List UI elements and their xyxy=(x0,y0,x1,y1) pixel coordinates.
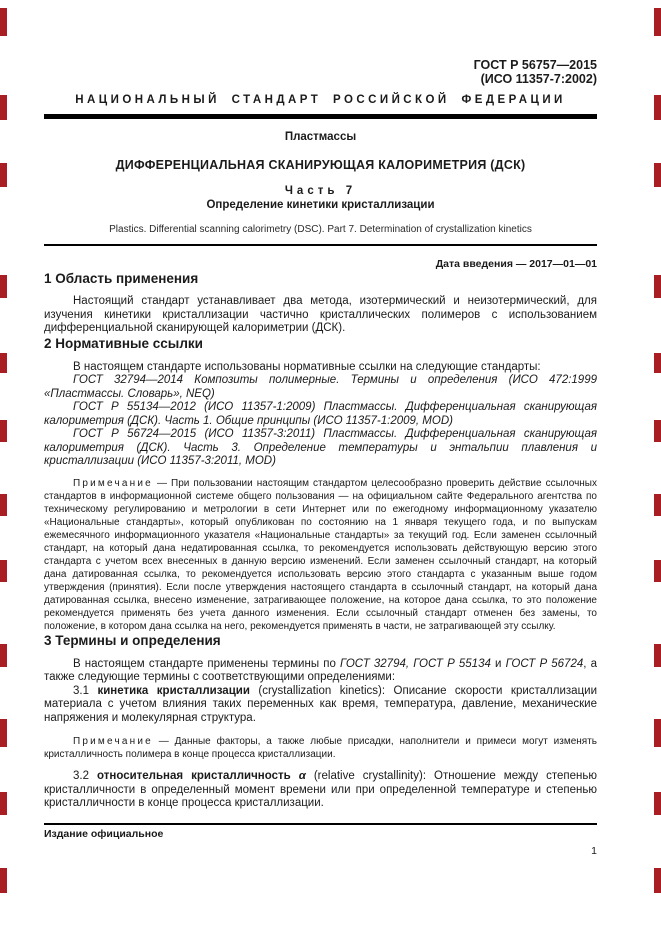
introduction-date: Дата введения — 2017—01—01 xyxy=(435,258,597,270)
intro-text: , а также следующие термины с соответствующими определениями: xyxy=(44,657,597,683)
edge-mark xyxy=(0,719,7,747)
term-name: кинетика кристаллизации xyxy=(97,684,250,697)
term-definition: Описание скорости кристаллизации материала с учетом влияния таких переменных как время, температура, давление, механические напряжения и молекулярная структура. xyxy=(44,684,598,724)
edge-mark xyxy=(0,868,7,893)
edge-mark xyxy=(654,353,661,373)
federation-standard-line: НАЦИОНАЛЬНЫЙ СТАНДАРТ РОССИЙСКОЙ ФЕДЕРАЦИИ xyxy=(75,94,566,106)
section1-paragraph: Настоящий стандарт устанавливает два метода, изотермический и неизотермический, для изучения кинетики кристаллизации частично кристаллических полимеров с использованием дифференциальной сканирующей калориметрии (ДСК). xyxy=(44,295,597,334)
edge-mark xyxy=(0,95,7,120)
edge-mark xyxy=(0,8,7,36)
edge-mark xyxy=(0,163,7,187)
header-thick-rule xyxy=(44,114,597,119)
title-part-label: Часть 7 xyxy=(284,185,357,197)
iso-reference: (ИСО 11357-7:2002) xyxy=(480,72,597,86)
title-subject: Пластмассы xyxy=(284,131,357,143)
edge-mark xyxy=(654,560,661,582)
intro-text: и xyxy=(490,657,506,670)
title-bottom-rule xyxy=(44,244,597,246)
edge-mark xyxy=(654,420,661,442)
normative-reference: ГОСТ Р 55134—2012 (ИСО 11357-1:2009) Пластмассы. Дифференциальная сканирующая калориметрия (ДСК). Часть 1. Общие принципы (ИСО 11357-1:2009, MOD) xyxy=(44,401,597,427)
note-label: Примечание xyxy=(73,736,153,747)
term-number: 3.2 xyxy=(73,770,97,782)
edge-mark xyxy=(0,644,7,667)
doc-number: ГОСТ Р 56757—2015 xyxy=(473,58,597,72)
section2-intro: В настоящем стандарте использованы нормативные ссылки на следующие стандарты: xyxy=(73,360,541,373)
page-content xyxy=(44,0,597,858)
edge-mark xyxy=(0,494,7,516)
edge-mark xyxy=(654,792,661,815)
edge-mark xyxy=(654,8,661,36)
note-text: — При пользовании настоящим стандартом целесообразно проверить действие ссылочных стандартов в информационной системе общего пользования — на официальном сайте Федерального агентства по техническому регулированию и метрологии в сети Интернет или по ежегодному информационному указателю «Национальные стандарты», который опубликован по состоянию на 1 января текущего года, и по выпускам ежемесячного информационного указателя «Национальные стандарты» за текущий год. Если заменен ссылочный стандарт, на который дана недатированная ссылка, то рекомендуется использовать действующую версию этого стандарта с учетом всех внесенных в данную версию изменений. Если заменен ссылочный стандарт, на который дана датированная ссылка, то рекомендуется использовать версию этого стандарта с указанным выше годом утверждения (принятия). Если после утверждения настоящего стандарта в ссылочный стандарт, на который дана датированная ссылка, внесено изменение, затрагивающее положение, на которое дана ссылка, то это положение рекомендуется применять без учета данного изменения. Если ссылочный стандарт отменен без замены, то положение, в котором дана ссылка на него, рекомендуется применять в части, не затрагивающей эту ссылку. xyxy=(44,477,597,632)
edition-note: Издание официальное xyxy=(44,827,164,840)
note-text: — Данные факторы, а также любые присадки, наполнители и примеси могут изменять кристалличность полимера в конце процесса кристаллизации. xyxy=(44,736,597,760)
intro-text: В настоящем стандарте применены термины по xyxy=(73,657,340,670)
term-english: (crystallization kinetics): xyxy=(249,684,394,697)
section3-intro xyxy=(44,658,597,685)
title-english: Plastics. Differential scanning calorimetry (DSC). Part 7. Determination of crystallization kinetics xyxy=(109,224,532,235)
title-main: ДИФФЕРЕНЦИАЛЬНАЯ СКАНИРУЮЩАЯ КАЛОРИМЕТРИЯ (ДСК) xyxy=(115,158,526,172)
edge-mark xyxy=(0,560,7,582)
term-number: 3.1 xyxy=(73,684,98,697)
edge-mark xyxy=(654,719,661,747)
term-english: (relative crystallinity): xyxy=(305,770,435,782)
gost-reference: ГОСТ Р 56724 xyxy=(505,657,584,670)
edge-mark xyxy=(0,792,7,815)
term-name: относительная кристалличность xyxy=(97,770,299,782)
section1-heading: 1 Область применения xyxy=(44,271,199,286)
normative-reference: ГОСТ 32794—2014 Композиты полимерные. Термины и определения (ИСО 472:1999 «Пластмассы. Словарь», NEQ) xyxy=(44,374,597,400)
edge-mark xyxy=(0,275,7,298)
edge-mark xyxy=(0,353,7,373)
edge-mark xyxy=(654,275,661,298)
alpha-symbol: α xyxy=(298,770,306,782)
edge-mark xyxy=(0,420,7,442)
footer-rule xyxy=(44,823,597,825)
edge-mark xyxy=(654,163,661,187)
edge-mark xyxy=(654,868,661,893)
section3-heading: 3 Термины и определения xyxy=(44,632,221,648)
term-3-1 xyxy=(44,685,597,726)
term-3-1-note xyxy=(44,735,597,761)
section2-note xyxy=(44,477,597,633)
edge-mark xyxy=(654,494,661,516)
section2-heading: 2 Нормативные ссылки xyxy=(44,335,203,351)
note-label: Примечание xyxy=(73,477,153,489)
term-3-2 xyxy=(44,770,597,811)
normative-reference: ГОСТ Р 56724—2015 (ИСО 11357-3:2011) Пластмассы. Дифференциальная сканирующая калориметрия (ДСК). Часть 3. Определение температуры и энтальпии плавления и кристаллизации (ИСО 11357-3:2011, MOD) xyxy=(44,428,597,467)
term-definition: Отношение между степенью кристалличности в определенный момент времени или при определенной температуре и степенью кристалличности в конце процесса кристаллизации. xyxy=(44,770,598,809)
edge-mark xyxy=(654,644,661,667)
edge-mark xyxy=(654,95,661,120)
gost-reference: ГОСТ 32794, ГОСТ Р 55134 xyxy=(339,657,491,670)
title-part-name: Определение кинетики кристаллизации xyxy=(206,199,435,211)
page-number: 1 xyxy=(591,844,597,857)
